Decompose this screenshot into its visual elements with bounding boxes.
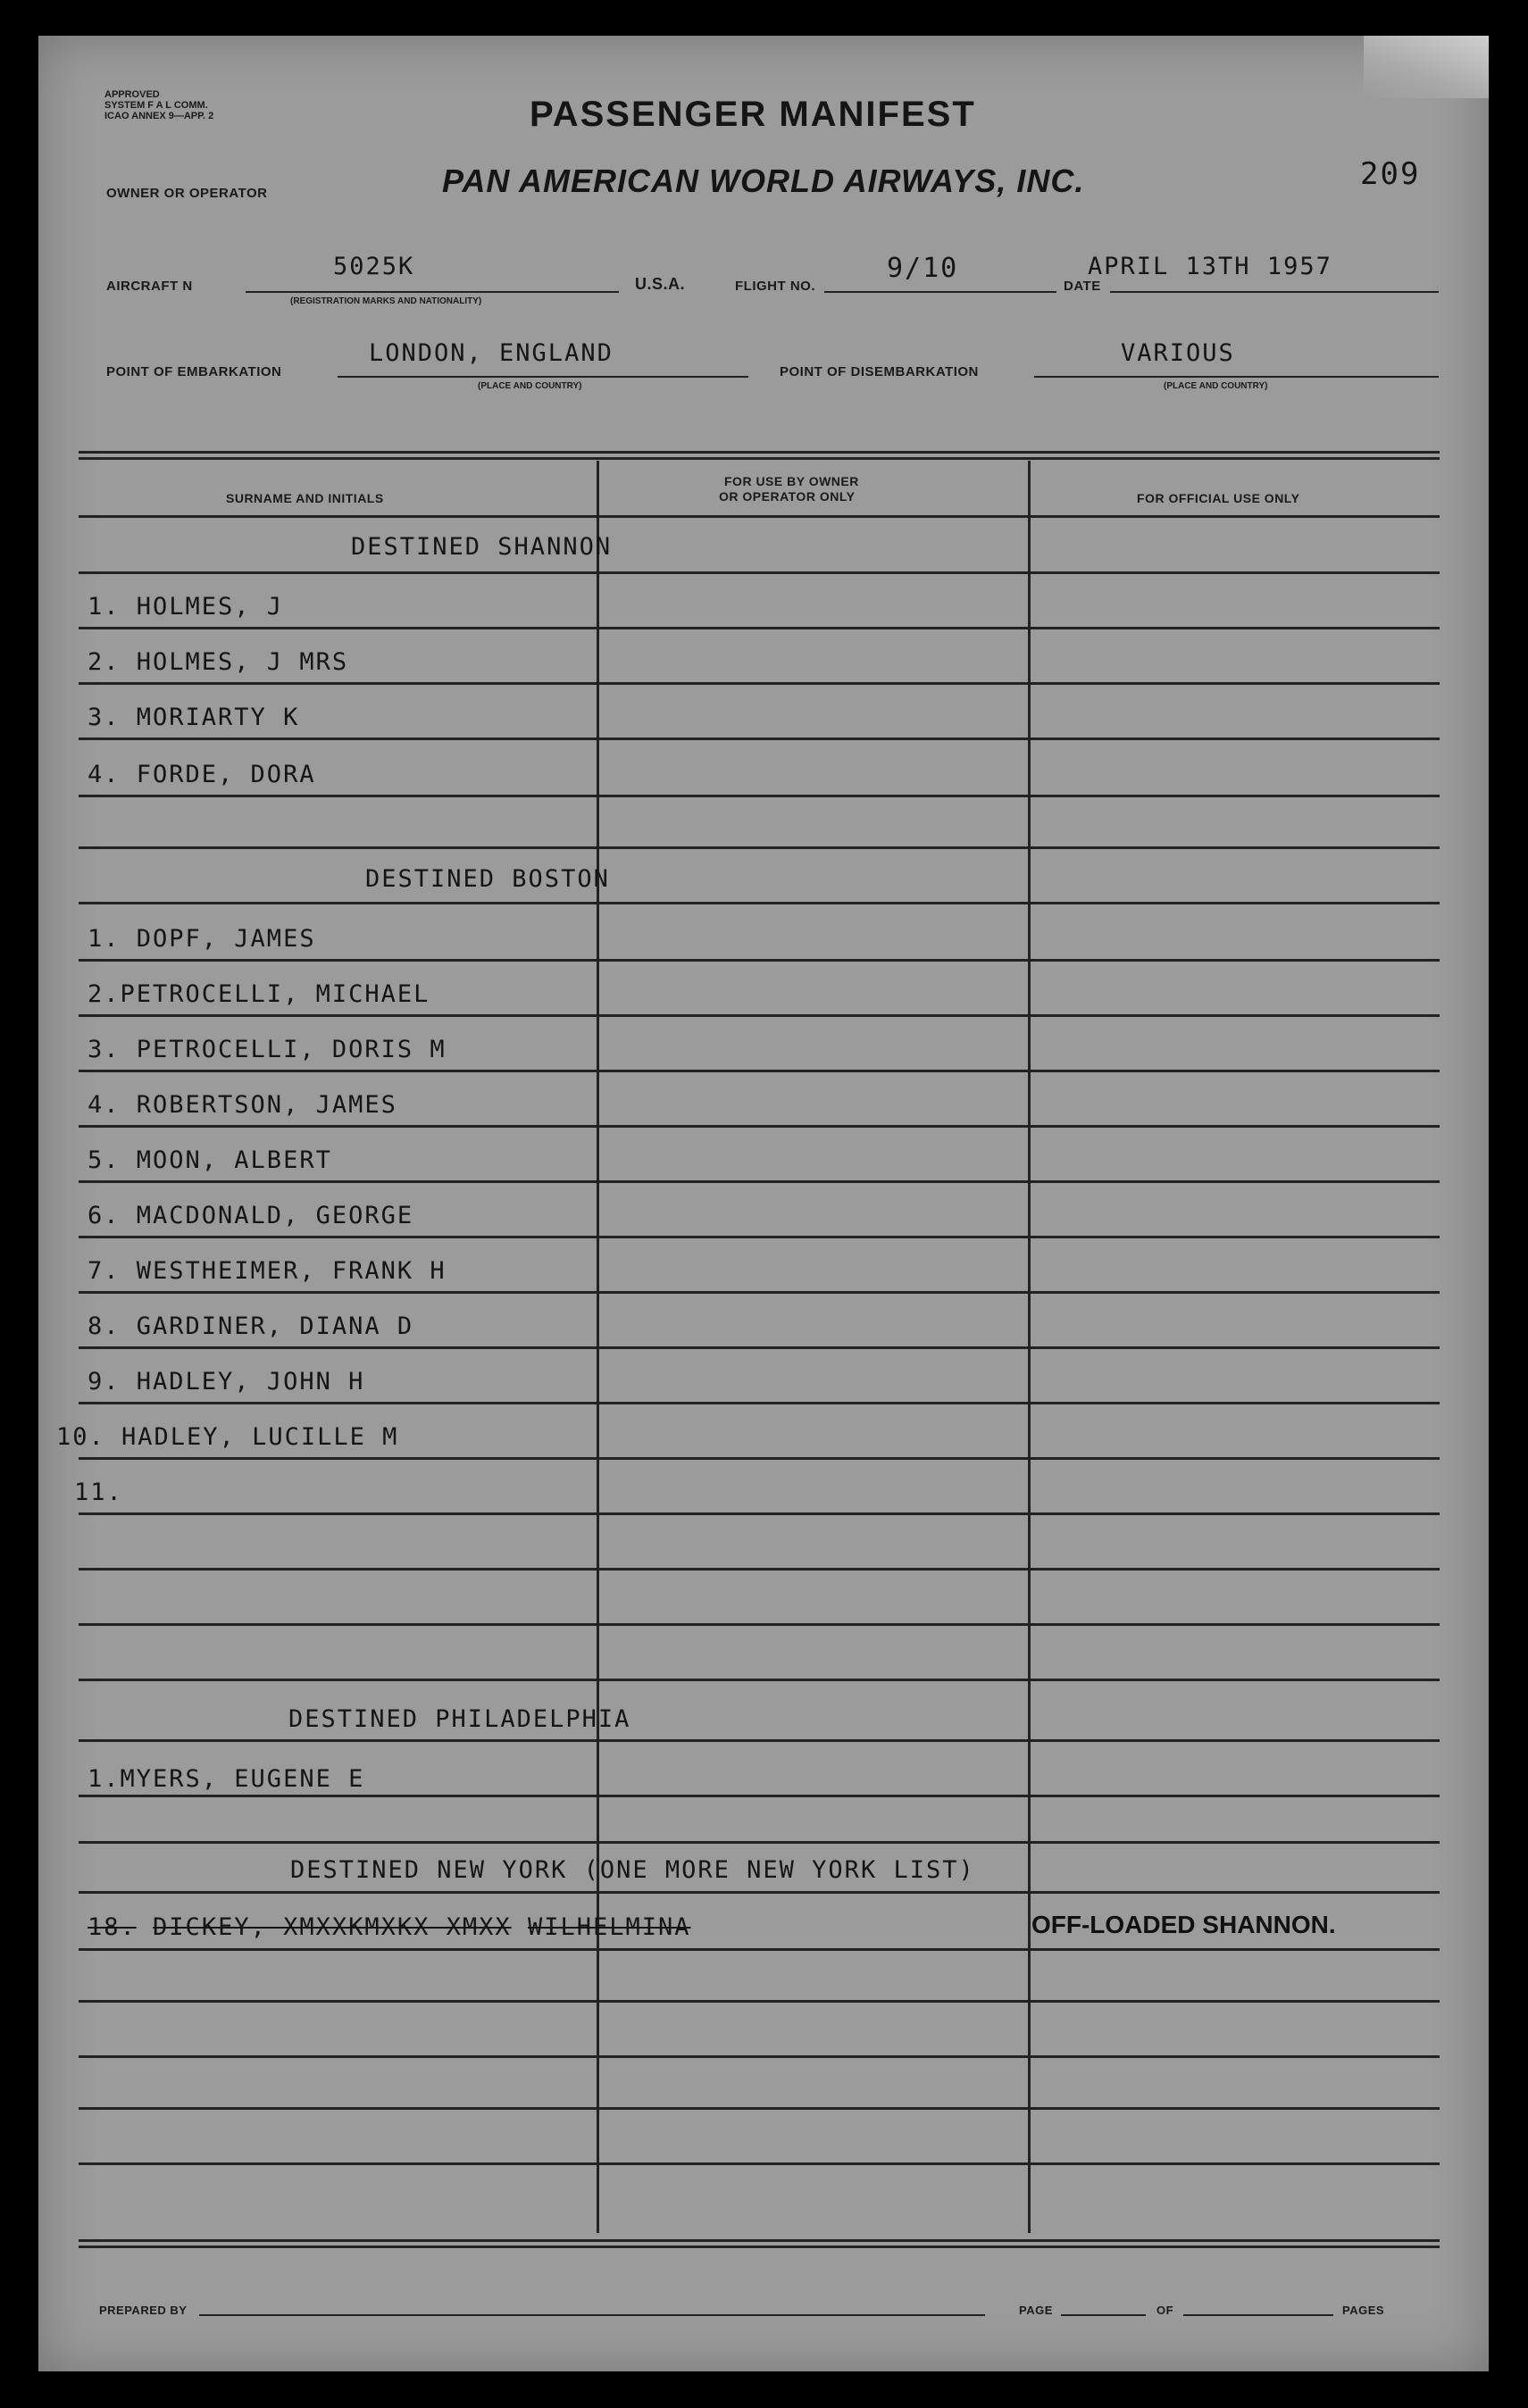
- row-rule: [79, 1125, 1440, 1128]
- row-rule: [79, 2107, 1440, 2110]
- passenger-entry: 1. HOLMES, J: [88, 593, 284, 621]
- row-rule: [79, 1679, 1440, 1681]
- of-line: [1183, 2314, 1333, 2316]
- row-rule: [79, 1402, 1440, 1404]
- offloaded-stamp: OFF-LOADED SHANNON.: [1031, 1911, 1336, 1938]
- prepared-by-label: PREPARED BY: [99, 2304, 188, 2317]
- passenger-entry: 5. MOON, ALBERT: [88, 1146, 332, 1174]
- row-rule: [79, 1739, 1440, 1742]
- passenger-entry: 8. GARDINER, DIANA D: [88, 1312, 414, 1340]
- operator-name: PAN AMERICAN WORLD AIRWAYS, INC.: [442, 162, 1085, 199]
- row-rule: [79, 2000, 1440, 2003]
- row-rule: [79, 1457, 1440, 1460]
- row-rule: [79, 1014, 1440, 1017]
- owner-label: OWNER OR OPERATOR: [106, 186, 268, 201]
- folded-corner: [1364, 36, 1489, 98]
- row-rule: [79, 2055, 1440, 2058]
- disembarkation-sublabel: (PLACE AND COUNTRY): [1164, 381, 1268, 391]
- flight-label: FLIGHT NO.: [735, 279, 815, 294]
- of-label: OF: [1156, 2304, 1174, 2317]
- row-rule: [79, 1346, 1440, 1349]
- section-heading-philadelphia: DESTINED PHILADELPHIA: [288, 1705, 631, 1733]
- row-rule: [79, 1795, 1440, 1797]
- passenger-entry: 3. PETROCELLI, DORIS M: [88, 1036, 447, 1063]
- aircraft-sublabel: (REGISTRATION MARKS AND NATIONALITY): [290, 296, 482, 306]
- passenger-entry: 1.MYERS, EUGENE E: [88, 1765, 365, 1793]
- flight-value: 9/10: [887, 253, 959, 284]
- flight-underline: [824, 291, 1056, 293]
- row-rule: [79, 1291, 1440, 1294]
- manifest-sheet: [38, 36, 1489, 2371]
- passenger-entry: 7. WESTHEIMER, FRANK H: [88, 1257, 447, 1285]
- passenger-entry: 4. FORDE, DORA: [88, 761, 316, 788]
- row-rule: [79, 1568, 1440, 1571]
- date-value: APRIL 13TH 1957: [1088, 253, 1332, 280]
- row-rule: [79, 627, 1440, 629]
- row-rule: [79, 571, 1440, 574]
- page-label: PAGE: [1019, 2304, 1053, 2317]
- section-heading-shannon: DESTINED SHANNON: [351, 533, 613, 561]
- row-rule: [79, 846, 1440, 849]
- row-rule: [79, 1891, 1440, 1894]
- row-rule: [79, 2162, 1440, 2165]
- embarkation-sublabel: (PLACE AND COUNTRY): [478, 381, 582, 391]
- table-bottom-rule: [79, 2239, 1440, 2242]
- struck-name: DICKEY, XMXXKMXKX XMXX: [153, 1913, 512, 1941]
- column-header-surname: SURNAME AND INITIALS: [226, 491, 384, 505]
- row-rule: [79, 902, 1440, 904]
- approval-line: SYSTEM F A L COMM.: [104, 100, 208, 111]
- aircraft-label: AIRCRAFT N: [106, 279, 193, 294]
- row-rule: [79, 737, 1440, 740]
- passenger-entry: 9. HADLEY, JOHN H: [88, 1368, 365, 1396]
- approval-line: ICAO ANNEX 9—APP. 2: [104, 111, 214, 121]
- passenger-entry: 1. DOPF, JAMES: [88, 925, 316, 953]
- disembarkation-value: VARIOUS: [1121, 339, 1235, 367]
- section-heading-boston: DESTINED BOSTON: [365, 865, 610, 893]
- table-top-rule: [79, 451, 1440, 454]
- entry-given-name: WILHELMINA: [527, 1913, 691, 1941]
- aircraft-value: 5025K: [333, 253, 415, 280]
- passenger-entry: 2.PETROCELLI, MICHAEL: [88, 980, 430, 1008]
- aircraft-underline: [246, 291, 619, 293]
- approval-note: [104, 89, 213, 121]
- pages-label: PAGES: [1342, 2304, 1385, 2317]
- date-label: DATE: [1064, 279, 1101, 294]
- passenger-entry: 6. MACDONALD, GEORGE: [88, 1202, 414, 1229]
- row-rule: [79, 1180, 1440, 1183]
- row-rule: [79, 1841, 1440, 1844]
- table-bottom-rule: [79, 2246, 1440, 2248]
- approval-line: APPROVED: [104, 89, 160, 100]
- row-rule: [79, 682, 1440, 685]
- row-rule: [79, 1512, 1440, 1515]
- passenger-entry: 2. HOLMES, J MRS: [88, 648, 349, 676]
- passenger-entry: 10. HADLEY, LUCILLE M: [56, 1423, 399, 1451]
- date-underline: [1110, 291, 1439, 293]
- page-title: PASSENGER MANIFEST: [530, 95, 976, 134]
- passenger-entry: 11.: [74, 1479, 123, 1506]
- usa-label: U.S.A.: [635, 275, 686, 293]
- embarkation-underline: [338, 376, 748, 378]
- passenger-entry: 3. MORIARTY K: [88, 704, 300, 731]
- column-header-official: FOR OFFICIAL USE ONLY: [1137, 491, 1300, 505]
- embarkation-label: POINT OF EMBARKATION: [106, 364, 282, 379]
- table-top-rule: [79, 457, 1440, 460]
- column-header-operator-sub: OR OPERATOR ONLY: [719, 489, 856, 504]
- page-number: 209: [1360, 156, 1421, 192]
- passenger-entry: 4. ROBERTSON, JAMES: [88, 1091, 397, 1119]
- prepared-by-line: [199, 2314, 985, 2316]
- row-rule: [79, 1070, 1440, 1072]
- entry-number: 18.: [88, 1913, 137, 1941]
- disembarkation-label: POINT OF DISEMBARKATION: [780, 364, 979, 379]
- passenger-entry-struck: [88, 1913, 691, 1941]
- row-rule: [79, 795, 1440, 797]
- disembarkation-underline: [1034, 376, 1439, 378]
- column-header-operator: FOR USE BY OWNER: [724, 474, 859, 488]
- page-line: [1061, 2314, 1146, 2316]
- row-rule: [79, 1623, 1440, 1626]
- row-rule: [79, 959, 1440, 962]
- row-rule: [79, 515, 1440, 518]
- row-rule: [79, 1236, 1440, 1238]
- row-rule: [79, 1948, 1440, 1951]
- section-heading-newyork: DESTINED NEW YORK (ONE MORE NEW YORK LIST): [290, 1856, 975, 1884]
- embarkation-value: LONDON, ENGLAND: [369, 339, 614, 367]
